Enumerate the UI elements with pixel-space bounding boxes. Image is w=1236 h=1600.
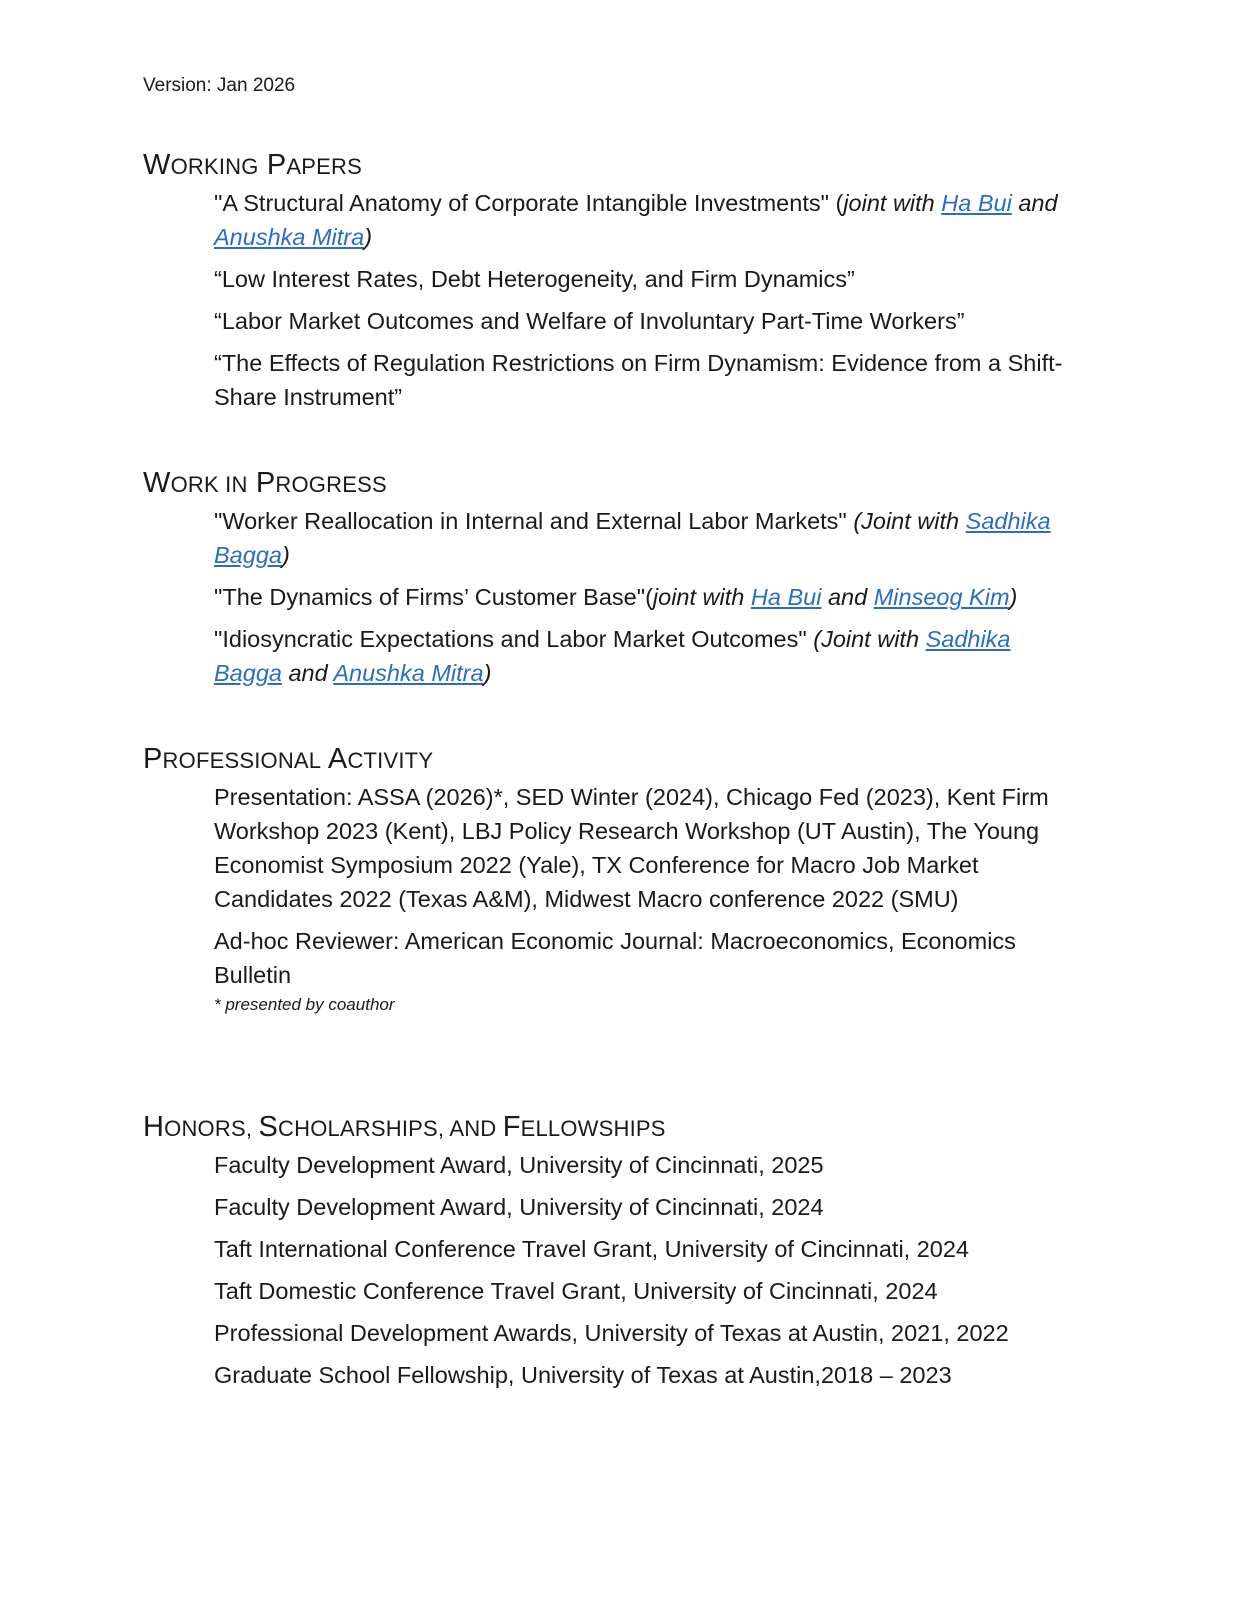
wip-entry: "Idiosyncratic Expectations and Labor Market Outcomes" (Joint with Sadhika Bagga and Anushka Mitra) bbox=[214, 626, 1011, 686]
honor-item: Taft Domestic Conference Travel Grant, University of Cincinnati, 2024 bbox=[214, 1278, 938, 1304]
section-heading-professional-activity: PROFESSIONAL ACTIVITY bbox=[143, 743, 434, 775]
section-heading-work-in-progress: WORK IN PROGRESS bbox=[143, 467, 387, 499]
coauthor-link-sadhika-bagga[interactable]: Sadhika Bagga bbox=[214, 508, 1051, 568]
paper-entry: "A Structural Anatomy of Corporate Intangible Investments" (joint with Ha Bui and Anushka Mitra) bbox=[214, 190, 1058, 250]
coauthor-link-sadhika-bagga[interactable]: Sadhika Bagga bbox=[214, 626, 1011, 686]
honor-item: Faculty Development Award, University of Cincinnati, 2025 bbox=[214, 1152, 824, 1178]
section-professional-activity bbox=[143, 742, 1083, 1016]
paper-entry: “Low Interest Rates, Debt Heterogeneity, and Firm Dynamics” bbox=[214, 266, 855, 292]
honor-item: Graduate School Fellowship, University of Texas at Austin,2018 – 2023 bbox=[214, 1362, 952, 1388]
coauthor-link-ha-bui[interactable]: Ha Bui bbox=[941, 190, 1012, 216]
coauthor-link-anushka-mitra[interactable]: Anushka Mitra bbox=[333, 660, 484, 686]
wip-entry: "The Dynamics of Firms’ Customer Base"(joint with Ha Bui and Minseog Kim) bbox=[214, 584, 1018, 610]
honor-item: Professional Development Awards, University of Texas at Austin, 2021, 2022 bbox=[214, 1320, 1009, 1346]
coauthor-link-anushka-mitra[interactable]: Anushka Mitra bbox=[214, 224, 365, 250]
footnote: * presented by coauthor bbox=[214, 995, 395, 1014]
wip-entry: "Worker Reallocation in Internal and External Labor Markets" (Joint with Sadhika Bagga) bbox=[214, 508, 1051, 568]
coauthor-link-ha-bui[interactable]: Ha Bui bbox=[750, 584, 822, 610]
paper-entry: “Labor Market Outcomes and Welfare of Involuntary Part-Time Workers” bbox=[214, 308, 965, 334]
presentation-list: Presentation: ASSA (2026)*, SED Winter (2024), Chicago Fed (2023), Kent Firm Workshop 2023 (Kent), LBJ Policy Research Workshop (UT Austin), The Young Economist Symposium 2022 (Yale), TX Conference for Macro Job Market Candidates 2022 (Texas A&M), Midwest Macro conference 2022 (SMU) bbox=[214, 784, 1049, 912]
honor-item: Taft International Conference Travel Grant, University of Cincinnati, 2024 bbox=[214, 1236, 969, 1262]
paper-entry: “The Effects of Regulation Restrictions on Firm Dynamism: Evidence from a Shift-Share Instrument” bbox=[214, 350, 1063, 410]
honor-item: Faculty Development Award, University of Cincinnati, 2024 bbox=[214, 1194, 824, 1220]
section-honors bbox=[143, 1110, 1083, 1400]
section-working-papers bbox=[143, 148, 1083, 422]
section-work-in-progress bbox=[143, 466, 1083, 698]
version-label: Version: Jan 2026 bbox=[143, 75, 296, 96]
section-heading-honors: HONORS, SCHOLARSHIPS, AND FELLOWSHIPS bbox=[143, 1111, 666, 1143]
reviewer-list: Ad-hoc Reviewer: American Economic Journal: Macroeconomics, Economics Bulletin bbox=[214, 928, 1016, 988]
coauthor-link-minseog-kim[interactable]: Minseog Kim bbox=[873, 584, 1010, 610]
section-heading-working-papers: WORKING PAPERS bbox=[143, 149, 362, 181]
